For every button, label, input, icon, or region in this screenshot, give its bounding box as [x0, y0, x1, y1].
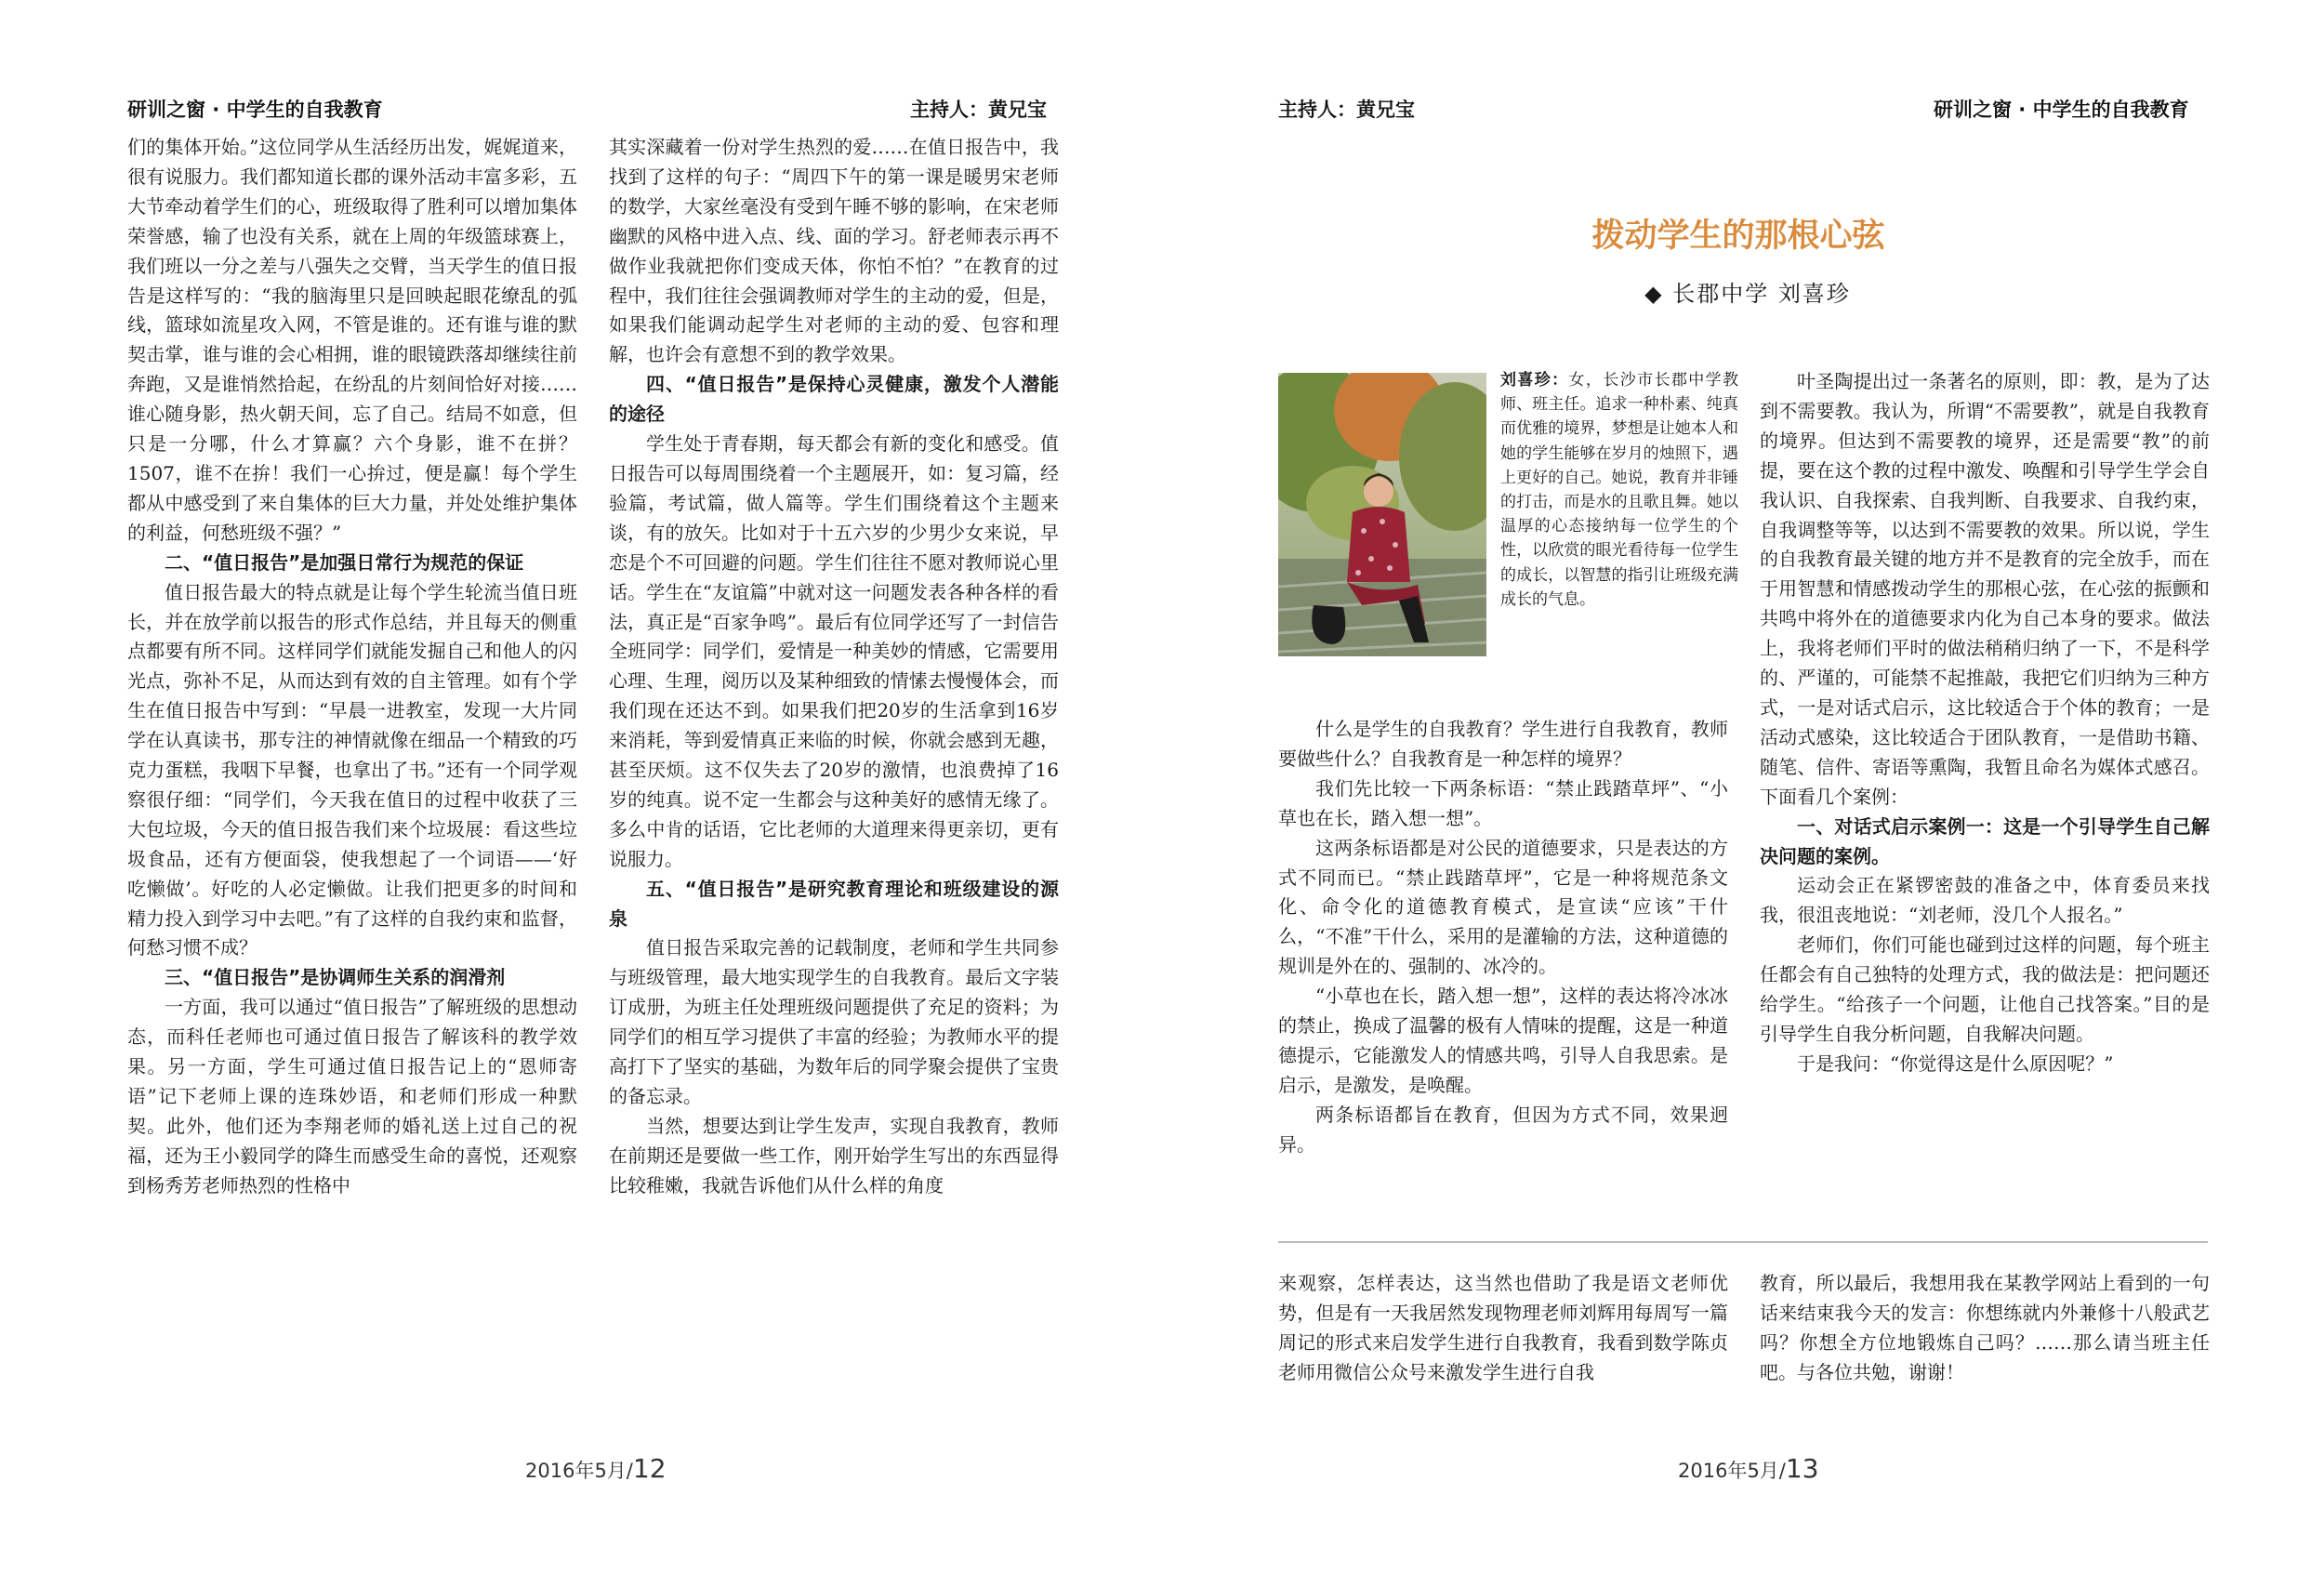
bio-name: 刘喜珍： — [1500, 371, 1569, 390]
section-heading: 四、“值日报告”是保持心灵健康，激发个人潜能的途径 — [609, 373, 1059, 426]
paragraph: 什么是学生的自我教育？学生进行自我教育，教师要做些什么？自我教育是一种怎样的境界？ — [1278, 718, 1728, 770]
paragraph: 于是我问：“你觉得这是什么原因呢？” — [1797, 1051, 2114, 1075]
right-page-column-1 — [1278, 715, 1728, 1160]
paragraph: 两条标语都旨在教育，但因为方式不同，效果迥异。 — [1278, 1103, 1728, 1156]
issue-date: 2016年5月/ — [525, 1460, 633, 1482]
paragraph: 值日报告采取完善的记载制度，老师和学生共同参与班级管理，最大地实现学生的自我教育。最后文字装订成册，为班主任处理班级问题提供了充足的资料；为同学们的相互学习提供了丰富的经验；为教师水平的提高打下了坚实的基础，为数年后的同学聚会提供了宝贵的备忘录。 — [609, 936, 1059, 1107]
article-title: 拨动学生的那根心弦 — [1591, 217, 1885, 255]
page-num: 13 — [1785, 1453, 1819, 1484]
left-page-number — [525, 1453, 667, 1484]
right-page-column-2 — [1760, 367, 2210, 1079]
paragraph: 其实深藏着一份对学生热烈的爱……在值日报告中，我找到了这样的句子：“周四下午的第一课是暖男宋老师的数学，大家丝毫没有受到午睡不够的影响，在宋老师幽默的风格中进入点、线、面的学习。舒老师表示再不做作业我就把你们变成天体，你怕不怕？”在教育的过程中，我们往往会强调教师对学生的主动的爱，但是，如果我们能调动起学生对老师的主动的爱、包容和理解，也许会有意想不到的教学效果。 — [609, 136, 1059, 366]
left-page-column-2 — [609, 133, 1059, 1201]
paragraph: 当然，想要达到让学生发声，实现自我教育，教师在前期还是要做一些工作，刚开始学生写出的东西显得比较稚嫩，我就告诉他们从什么样的角度 — [609, 1114, 1059, 1197]
right-page-bottom-column-2 — [1760, 1269, 2210, 1388]
right-page-bottom-column-1 — [1278, 1269, 1728, 1388]
paragraph: 学生处于青春期，每天都会有新的变化和感受。值日报告可以每周围绕着一个主题展开，如：复习篇，经验篇，考试篇，做人篇等。学生们围绕着这个主题来谈，有的放矢。比如对于十五六岁的少男少女来说，早恋是个不可回避的问题。学生们往往不愿对教师说心里话。学生在“友谊篇”中就对这一问题发表各种各样的看法，真正是“百家争鸣”。最后有位同学还写了一封信告全班同学：同学们，爱情是一种美妙的情感，它需要用心理、生理，阅历以及某种细致的情愫去慢慢体会，而我们现在还达不到。如果我们把20岁的生活拿到16岁来消耗，等到爱情真正来临的时候，你就会感到无趣，甚至厌烦。这不仅失去了20岁的激情，也浪费掉了16岁的纯真。说不定一生都会与这种美好的感情无缘了。多么中肯的话语，它比老师的大道理来得更亲切，更有说服力。 — [609, 432, 1059, 870]
right-header-section: 研训之窗 · 中学生的自我教育 — [1934, 99, 2189, 121]
paragraph: 来观察，怎样表达，这当然也借助了我是语文老师优势，但是有一天我居然发现物理老师刘辉用每周写一篇周记的形式来启发学生进行自我教育，我看到数学陈贞老师用微信公众号来激发学生进行自我 — [1278, 1272, 1728, 1383]
author-photo — [1278, 373, 1486, 656]
paragraph: 值日报告最大的特点就是让每个学生轮流当值日班长，并在放学前以报告的形式作总结，并且每天的侧重点都要有所不同。这样同学们就能发掘自己和他人的闪光点，弥补不足，从而达到有效的自主管理。如有个学生在值日报告中写到：“早晨一进教室，发现一大片同学在认真读书，那专注的神情就像在细品一个精致的巧克力蛋糕，我咽下早餐，也拿出了书。”还有一个同学观察很仔细：“同学们，今天我在值日的过程中收获了三大包垃圾，今天的值日报告我们来个垃圾展：看这些垃圾食品，还有方便面袋，使我想起了一个词语——‘好吃懒做’。好吃的人必定懒做。让我们把更多的时间和精力投入到学习中去吧。”有了这样的自我约束和监督，何愁习惯不成？ — [127, 580, 577, 959]
left-header-host: 主持人：黄兄宝 — [910, 99, 1047, 121]
page-num: 12 — [632, 1453, 667, 1484]
paragraph: 教育，所以最后，我想用我在某教学网站上看到的一句话来结束我今天的发言：你想练就内外兼修十八般武艺吗？你想全方位地锻炼自己吗？……那么请当班主任吧。与各位共勉，谢谢！ — [1760, 1272, 2210, 1383]
section-heading: 二、“值日报告”是加强日常行为规范的保证 — [165, 550, 524, 574]
left-header-section: 研训之窗 · 中学生的自我教育 — [127, 99, 383, 121]
paragraph: 老师们，你们可能也碰到过这样的问题，每个班主任都会有自己独特的处理方式，我的做法是：把问题还给学生。“给孩子一个问题，让他自己找答案。”目的是引导学生自我分析问题，自我解决问题。 — [1760, 933, 2210, 1045]
paragraph: 一方面，我可以通过“值日报告”了解班级的思想动态，而科任老师也可通过值日报告了解该科的教学效果。另一方面，学生可通过值日报告记上的“恩师寄语”记下老师上课的连珠妙语，和老师们形成一种默契。此外，他们还为李翔老师的婚礼送上过自己的祝福，还为王小毅同学的降生而感受生命的喜悦，还观察到杨秀芳老师热烈的性格中 — [127, 996, 577, 1197]
author-bio — [1500, 368, 1738, 612]
right-header-host: 主持人：黄兄宝 — [1278, 99, 1415, 121]
section-divider — [1278, 1241, 2208, 1243]
paragraph: 们的集体开始。”这位同学从生活经历出发，娓娓道来，很有说服力。我们都知道长郡的课外活动丰富多彩，五大节牵动着学生们的心，班级取得了胜利可以增加集体荣誉感，输了也没有关系，就在上周的年级篮球赛上，我们班以一分之差与八强失之交臂，当天学生的值日报告是这样写的：“我的脑海里只是回映起眼花缭乱的弧线，篮球如流星攻入网，不管是谁的。还有谁与谁的默契击掌，谁与谁的会心相拥，谁的眼镜跌落却继续往前奔跑，又是谁悄然拾起，在纷乱的片刻间恰好对接……谁心随身影，热火朝天间，忘了自己。结局不如意，但只是一分哪，什么才算赢？六个身影，谁不在拼？1507，谁不在拚！我们一心拚过，便是赢！每个学生都从中感受到了来自集体的巨大力量，并处处维护集体的利益，何愁班级不强？” — [127, 136, 577, 544]
bio-text: 女，长沙市长郡中学教师、班主任。追求一种朴素、纯真而优雅的境界，梦想是让她本人和她的学生能够在岁月的烛照下，遇上更好的自己。她说，教育并非锤的打击，而是水的且歌且舞。她以温厚的心态接纳每一位学生的个性，以欣赏的眼光看待每一位学生的成长，以智慧的指引让班级充满成长的气息。 — [1500, 371, 1739, 609]
section-heading: 三、“值日报告”是协调师生关系的润滑剂 — [165, 966, 506, 989]
paragraph: 这两条标语都是对公民的道德要求，只是表达的方式不同而已。“禁止践踏草坪”，它是一种将规范条文化、命令化的道德教育模式，是宣读“应该”干什么，“不准”干什么，采用的是灌输的方法，这种道德的规训是外在的、强制的、冰冷的。 — [1278, 836, 1728, 978]
paragraph: 叶圣陶提出过一条著名的原则，即：教，是为了达到不需要教。我认为，所谓“不需要教”，就是自我教育的境界。但达到不需要教的境界，还是需要“教”的前提，要在这个教的过程中激发、唤醒和引导学生学会自我认识、自我探索、自我判断、自我要求、自我约束，自我调整等等，以达到不需要教的效果。所以说，学生的自我教育最关键的地方并不是教育的完全放手，而在于用智慧和情感拨动学生的那根心弦，在心弦的振颤和共鸣中将外在的道德要求内化为自己本身的要求。做法上，我将老师们平时的做法稍稍归纳了一下，不是科学的、严谨的，可能禁不起推敲，我把它们归纳为三种方式，一是对话式启示，这比较适合于个体的教育；一是活动式感染，这比较适合于团队教育，一是借助书籍、随笔、信件、寄语等熏陶，我暂且命名为媒体式感召。下面看几个案例： — [1760, 370, 2210, 808]
article-author: ◆ 长郡中学 刘喜珍 — [1644, 281, 1851, 307]
section-heading: 一、对话式启示案例一：这是一个引导学生自己解决问题的案例。 — [1760, 814, 2210, 867]
paragraph: 运动会正在紧锣密鼓的准备之中，体育委员来找我，很沮丧地说：“刘老师，没几个人报名。” — [1760, 874, 2210, 927]
section-heading: 五、“值日报告”是研究教育理论和班级建设的源泉 — [609, 877, 1059, 930]
right-page-number — [1678, 1453, 1819, 1484]
paragraph: 我们先比较一下两条标语：“禁止践踏草坪”、“小草也在长，踏入想一想”。 — [1278, 776, 1728, 829]
paragraph: “小草也在长，踏入想一想”，这样的表达将冷冰冰的禁止，换成了温馨的极有人情味的提醒，这是一种道德提示，它能激发人的情感共鸣，引导人自我思索。是启示，是激发，是唤醒。 — [1278, 985, 1728, 1096]
left-page-column-1 — [127, 133, 577, 1201]
issue-date: 2016年5月/ — [1678, 1460, 1786, 1482]
